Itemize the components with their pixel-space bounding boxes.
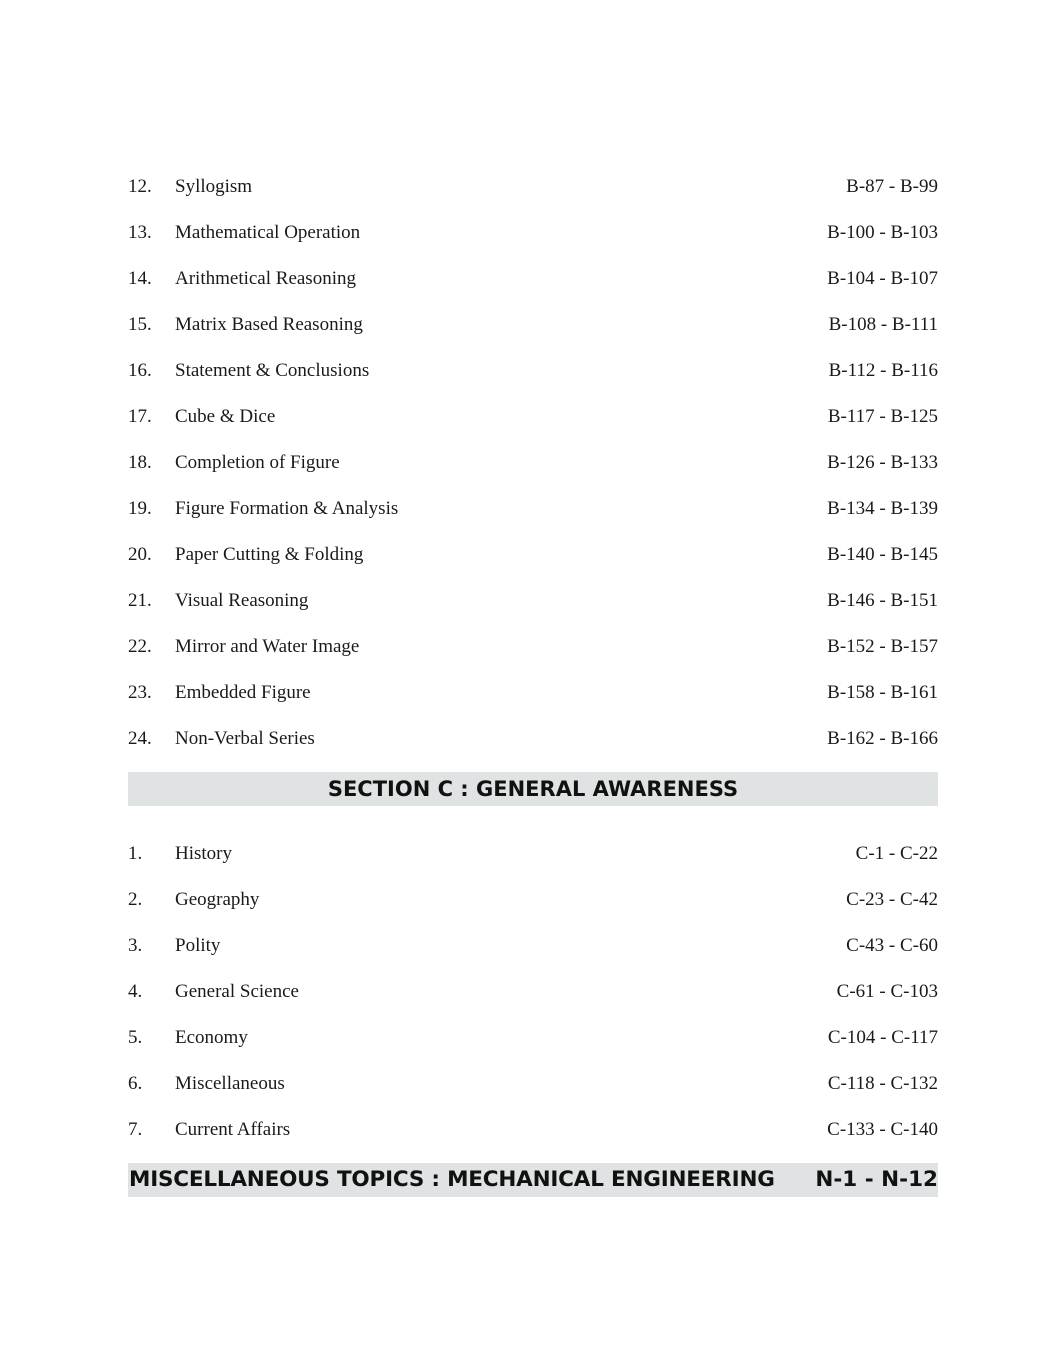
toc-pages: C-23 - C-42 [846,889,938,910]
toc-number: 23. [128,682,152,703]
toc-number: 2. [128,889,143,910]
section-c-heading: SECTION C : GENERAL AWARENESS [128,772,938,806]
toc-title: Mathematical Operation [175,222,361,243]
toc-number: 17. [128,406,152,427]
toc-title: Matrix Based Reasoning [175,314,363,335]
toc-number: 6. [128,1073,143,1094]
toc-number: 14. [128,268,152,289]
toc-pages: C-104 - C-117 [827,1027,938,1048]
toc-pages: B-152 - B-157 [827,636,938,657]
toc-row [128,624,938,670]
toc-number: 24. [128,728,152,749]
toc-number: 19. [128,498,152,519]
toc-row [128,578,938,624]
toc-pages: B-134 - B-139 [827,498,938,519]
section-b-list [128,164,938,762]
toc-row [128,716,938,762]
toc-row [128,877,938,923]
misc-topics-title: MISCELLANEOUS TOPICS : MECHANICAL ENGINEERING [129,1167,775,1192]
toc-number: 16. [128,360,152,381]
toc-pages: C-118 - C-132 [827,1073,938,1094]
toc-row [128,1015,938,1061]
toc-number: 1. [128,843,143,864]
toc-pages: B-158 - B-161 [827,682,938,703]
toc-pages: B-87 - B-99 [846,176,938,197]
toc-pages: B-162 - B-166 [827,728,938,749]
toc-pages: B-100 - B-103 [827,222,938,243]
toc-pages: B-146 - B-151 [827,590,938,611]
toc-number: 22. [128,636,152,657]
toc-title: Embedded Figure [175,682,311,703]
toc-row [128,440,938,486]
toc-number: 13. [128,222,152,243]
toc-number: 5. [128,1027,143,1048]
toc-row [128,969,938,1015]
toc-number: 18. [128,452,152,473]
toc-number: 3. [128,935,143,956]
toc-title: Mirror and Water Image [175,636,360,657]
toc-title: Arithmetical Reasoning [175,268,356,289]
toc-number: 21. [128,590,152,611]
toc-pages: C-43 - C-60 [846,935,938,956]
toc-row [128,256,938,302]
toc-title: Completion of Figure [175,452,340,473]
toc-title: Paper Cutting & Folding [175,544,364,565]
toc-row [128,831,938,877]
toc-pages: C-1 - C-22 [855,843,938,864]
toc-row [128,486,938,532]
toc-row [128,348,938,394]
toc-row [128,532,938,578]
section-c-list [128,831,938,1153]
toc-row [128,164,938,210]
toc-page [128,0,938,1367]
misc-topics-pages: N-1 - N-12 [815,1167,938,1192]
toc-row [128,1107,938,1153]
toc-number: 4. [128,981,143,1002]
toc-number: 12. [128,176,152,197]
misc-topics-heading [128,1163,938,1197]
toc-title: Statement & Conclusions [175,360,370,381]
toc-number: 15. [128,314,152,335]
toc-pages: B-126 - B-133 [827,452,938,473]
toc-row [128,210,938,256]
toc-pages: C-133 - C-140 [827,1119,938,1140]
toc-row [128,1061,938,1107]
toc-title: Visual Reasoning [175,590,309,611]
toc-title: General Science [175,981,299,1002]
toc-title: Miscellaneous [175,1073,285,1094]
toc-pages: B-140 - B-145 [827,544,938,565]
toc-pages: C-61 - C-103 [836,981,938,1002]
toc-title: Non-Verbal Series [175,728,315,749]
toc-title: Syllogism [175,176,253,197]
toc-pages: B-117 - B-125 [827,406,938,427]
toc-title: Polity [175,935,221,956]
toc-row [128,394,938,440]
toc-title: Current Affairs [175,1119,291,1140]
toc-title: Geography [175,889,260,910]
toc-pages: B-112 - B-116 [828,360,938,381]
toc-pages: B-104 - B-107 [827,268,938,289]
toc-row [128,923,938,969]
toc-number: 20. [128,544,152,565]
toc-number: 7. [128,1119,143,1140]
toc-row [128,302,938,348]
toc-pages: B-108 - B-111 [828,314,938,335]
toc-title: Cube & Dice [175,406,276,427]
toc-row [128,670,938,716]
toc-title: Economy [175,1027,248,1048]
toc-title: Figure Formation & Analysis [175,498,399,519]
toc-title: History [175,843,232,864]
